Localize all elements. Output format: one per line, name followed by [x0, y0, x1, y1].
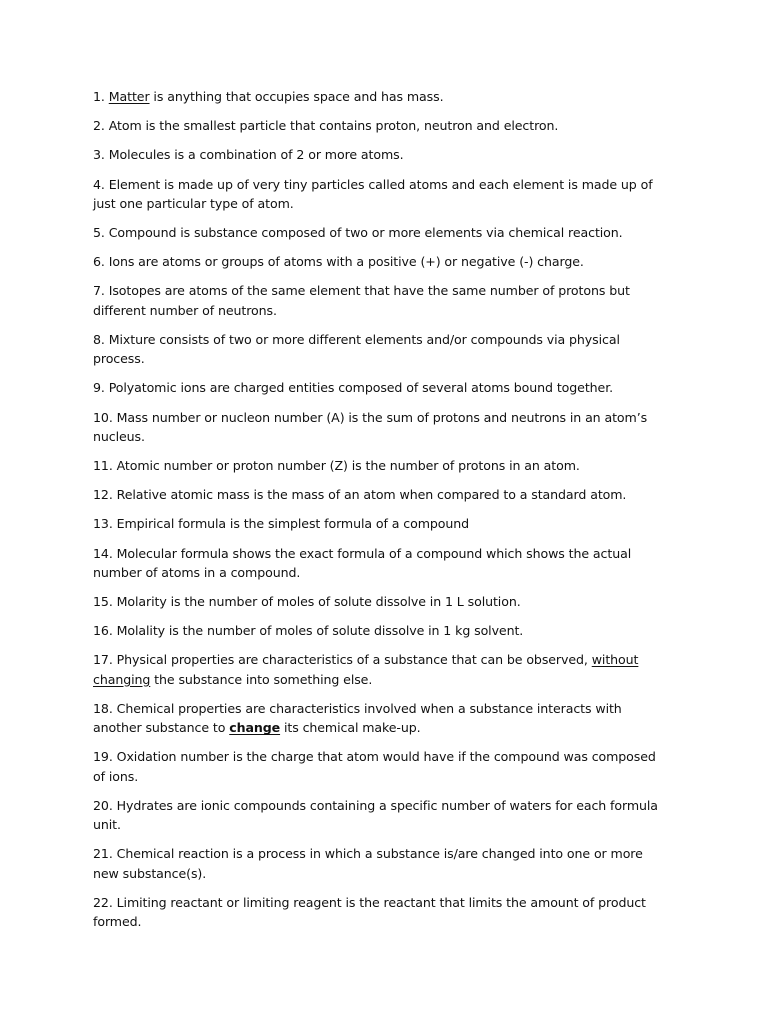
- definition-text: 6. Ions are atoms or groups of atoms with a positive (+) or negative (-) charge.: [93, 254, 584, 270]
- definition-item: [93, 175, 668, 214]
- definition-text: 10. Mass number or nucleon number (A) is the sum of protons and neutrons in an atom’s nucleus.: [93, 409, 648, 444]
- definition-text: 19. Oxidation number is the charge that atom would have if the compound was composed of ions.: [93, 749, 656, 784]
- definition-text: 11. Atomic number or proton number (Z) is the number of protons in an atom.: [93, 458, 580, 474]
- definition-item: [93, 408, 668, 447]
- definition-item: [93, 621, 668, 640]
- emphasized-text: change: [229, 720, 281, 736]
- definition-text: 20. Hydrates are ionic compounds containing a specific number of waters for each formula unit.: [93, 797, 658, 833]
- definition-item: [93, 456, 668, 475]
- definition-text: its chemical make-up.: [280, 720, 421, 736]
- definition-item: [93, 796, 668, 835]
- definition-list: [93, 87, 668, 932]
- definition-item: [93, 87, 668, 106]
- definition-item: [93, 281, 668, 320]
- definition-item: [93, 699, 668, 738]
- definition-text: 21. Chemical reaction is a process in which a substance is/are changed into one or more new substance(s).: [93, 846, 643, 881]
- definition-item: [93, 223, 668, 242]
- emphasized-text: Matter: [108, 89, 150, 104]
- definition-text: 18. Chemical properties are characteristics involved when a substance interacts with another substance to: [93, 700, 622, 736]
- definition-item: [93, 893, 668, 932]
- definition-text: 15. Molarity is the number of moles of solute dissolve in 1 L solution.: [93, 594, 521, 610]
- definition-item: [93, 592, 668, 611]
- definition-item: [93, 378, 668, 397]
- definition-text: 2. Atom is the smallest particle that contains proton, neutron and electron.: [93, 118, 559, 134]
- definition-item: [93, 330, 668, 369]
- definition-item: [93, 514, 668, 533]
- definition-text: 4. Element is made up of very tiny particles called atoms and each element is made up of just one particular type of atom.: [93, 176, 653, 211]
- definition-item: [93, 485, 668, 504]
- definition-text: 8. Mixture consists of two or more different elements and/or compounds via physical process.: [93, 331, 620, 367]
- definition-text: 13. Empirical formula is the simplest formula of a compound: [93, 516, 470, 532]
- definition-item: [93, 116, 668, 135]
- definition-text: 9. Polyatomic ions are charged entities composed of several atoms bound together.: [93, 380, 614, 396]
- definition-text: 5. Compound is substance composed of two or more elements via chemical reaction.: [93, 225, 623, 241]
- definition-text: the substance into something else.: [150, 671, 373, 687]
- definition-item: [93, 252, 668, 271]
- definition-text: 7. Isotopes are atoms of the same element that have the same number of protons but different number of neutrons.: [93, 283, 630, 318]
- definition-text: 1.: [93, 89, 109, 104]
- definition-text: 16. Molality is the number of moles of solute dissolve in 1 kg solvent.: [93, 623, 524, 639]
- definition-text: is anything that occupies space and has mass.: [149, 89, 444, 104]
- emphasized-text: without changing: [93, 652, 639, 687]
- definition-item: [93, 145, 668, 164]
- definition-item: [93, 544, 668, 583]
- definition-text: 22. Limiting reactant or limiting reagent is the reactant that limits the amount of product formed.: [93, 894, 646, 930]
- definition-item: [93, 650, 668, 689]
- definition-text: 12. Relative atomic mass is the mass of an atom when compared to a standard atom.: [93, 487, 627, 503]
- definition-text: 3. Molecules is a combination of 2 or more atoms.: [93, 147, 404, 163]
- definition-text: 17. Physical properties are characteristics of a substance that can be observed,: [93, 652, 592, 668]
- definition-item: [93, 844, 668, 883]
- definition-text: 14. Molecular formula shows the exact formula of a compound which shows the actual number of atoms in a compound.: [93, 545, 632, 580]
- definition-item: [93, 747, 668, 786]
